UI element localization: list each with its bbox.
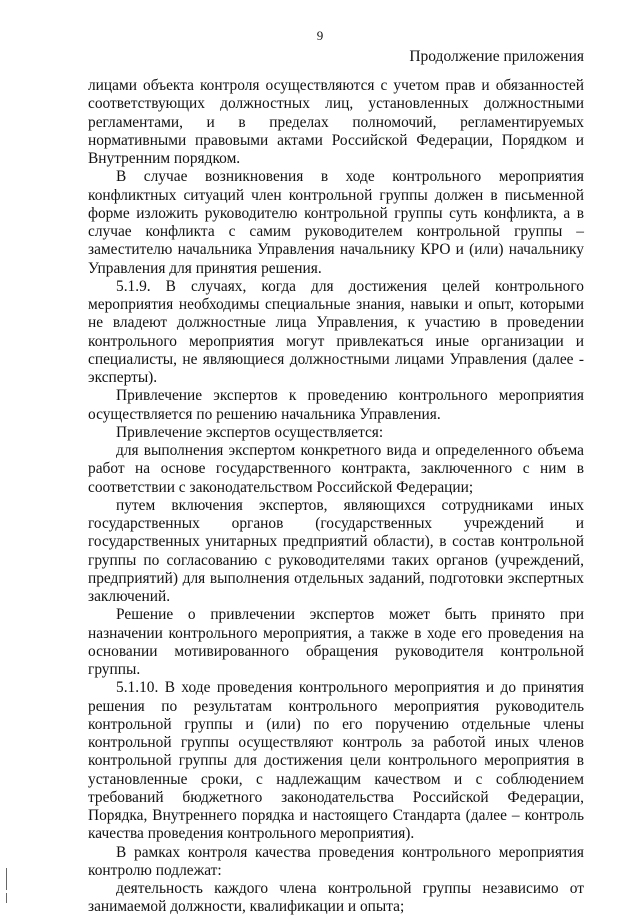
paragraph-experts-contract: для выполнения экспертом конкретного вида и определенного объема работ на основе государственного контракта, заключенного с ним в соответствии с законодательством Российской Федерации; xyxy=(88,442,584,496)
paragraph-member-activity: деятельность каждого члена контрольной группы независимо от занимаемой должности, квалификации и опыта; xyxy=(88,880,584,916)
paragraph-conflict-situations: В случае возникновения в ходе контрольного мероприятия конфликтных ситуаций член контрольной группы должен в письменной форме изложить руководителю контрольной группы суть конфликта, а в случае конфликта с самим руководителем контрольной группы – заместителю начальника Управления начальнику КРО и (или) начальнику Управления для принятия решения. xyxy=(88,168,584,277)
paragraph-5-1-10: 5.1.10. В ходе проведения контрольного мероприятия и до принятия решения по результатам контрольного мероприятия руководитель контрольной группы и (или) по его поручению отдельные члены контрольной группы осуществляют контроль за работой иных членов контрольной группы для достижения цели контрольного мероприятия в установленные сроки, с надлежащим качеством и с соблюдением требований бюджетного законодательства Российской Федерации, Порядка, Внутреннего порядка и настоящего Стандарта (далее – контроль качества проведения контрольного мероприятия). xyxy=(88,679,584,843)
scan-edge-mark xyxy=(6,893,7,903)
page-number: 9 xyxy=(316,28,324,43)
paragraph-quality-control: В рамках контроля качества проведения контрольного мероприятия контролю подлежат: xyxy=(88,843,584,879)
scan-edge-mark xyxy=(6,868,7,890)
paragraph-experts-inclusion: путем включения экспертов, являющихся сотрудниками иных государственных органов (государственных учреждений и государственных унитарных предприятий области), в состав контрольной группы по согласованию с руководителями таких органов (учреждений, предприятий) для выполнения отдельных заданий, подготовки экспертных заключений. xyxy=(88,496,584,605)
paragraph-experts-decision: Привлечение экспертов к проведению контрольного мероприятия осуществляется по решению начальника Управления. xyxy=(88,387,584,423)
paragraph-continuation: лицами объекта контроля осуществляются с учетом прав и обязанностей соответствующих должностных лиц, установленных должностными регламентами, и в пределах полномочий, регламентируемых нормативными правовыми актами Российской Федерации, Порядком и Внутренним порядком. xyxy=(88,77,584,167)
running-header: Продолжение приложения xyxy=(409,48,584,65)
paragraph-experts-timing: Решение о привлечении экспертов может быть принято при назначении контрольного мероприятия, а также в ходе его проведения на основании мотивированного обращения руководителя контрольной группы. xyxy=(88,606,584,678)
paragraph-5-1-9: 5.1.9. В случаях, когда для достижения целей контрольного мероприятия необходимы специальные знания, навыки и опыт, которыми не владеют должностные лица Управления, к участию в проведении контрольного мероприятия могут привлекаться иные организации и специалисты, не являющиеся должностными лицами Управления (далее - эксперты). xyxy=(88,277,584,386)
paragraph-experts-intro: Привлечение экспертов осуществляется: xyxy=(116,423,384,441)
document-body xyxy=(88,77,584,917)
